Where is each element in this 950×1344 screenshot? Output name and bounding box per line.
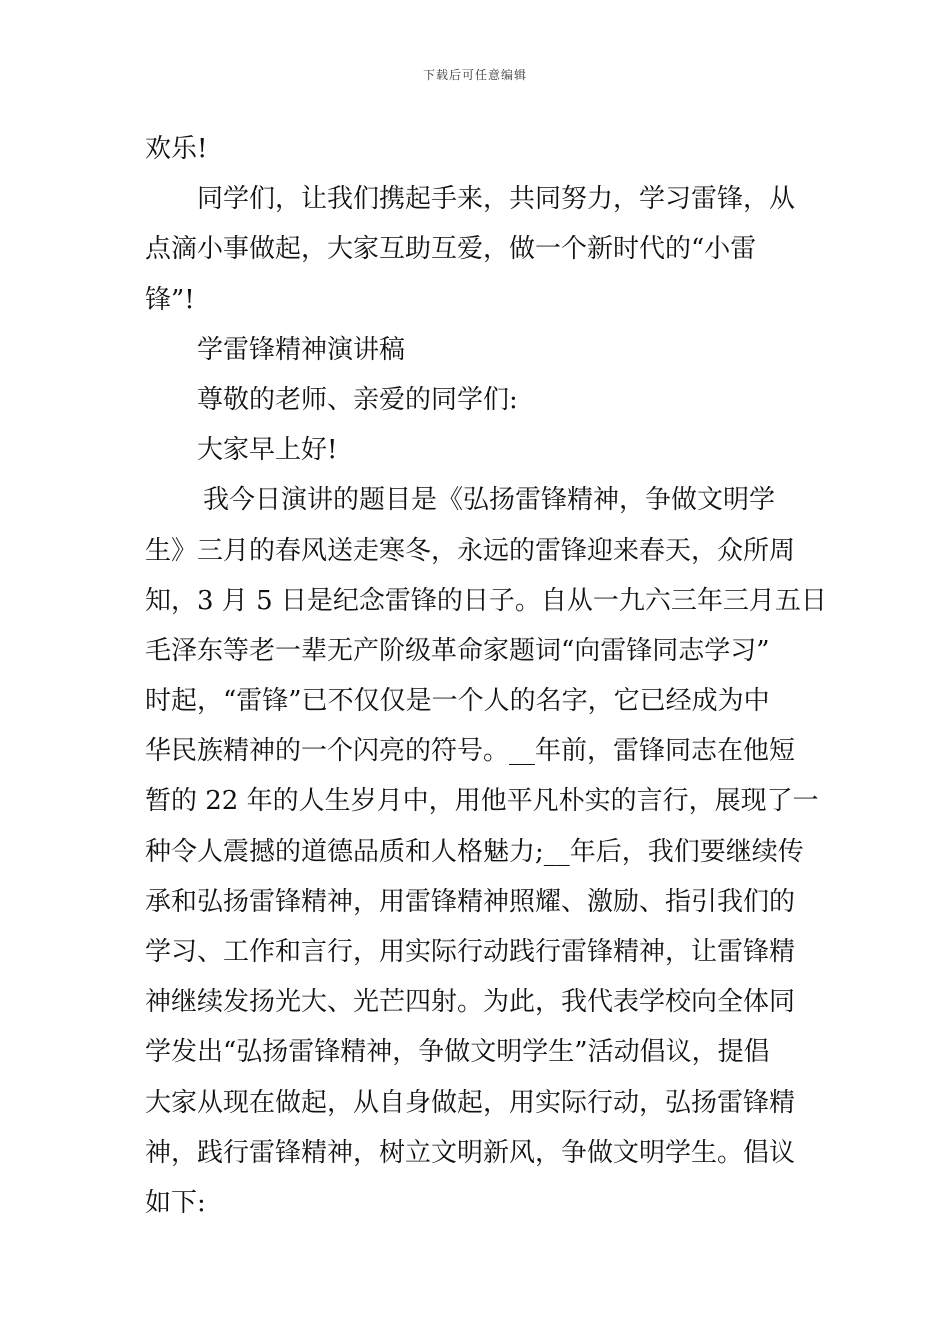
text-line: 点滴小事做起，大家互助互爱，做一个新时代的“小雷 <box>145 234 757 265</box>
paragraph-start-line: 我今日演讲的题目是《弘扬雷锋精神，争做文明学 <box>203 485 776 516</box>
document-body <box>145 124 827 1228</box>
text-line: 学发出“弘扬雷锋精神，争做文明学生”活动倡议，提倡 <box>145 1037 770 1068</box>
text-line: 大家从现在做起，从自身做起，用实际行动，弘扬雷锋精 <box>145 1087 796 1118</box>
salutation: 尊敬的老师、亲爱的同学们: <box>197 384 518 415</box>
speech-title: 学雷锋精神演讲稿 <box>197 334 406 365</box>
text-line: 毛泽东等老一辈无产阶级革命家题词“向雷锋同志学习” <box>145 635 770 666</box>
text-line: 生》三月的春风送走寒冬，永远的雷锋迎来春天，众所周 <box>145 535 796 566</box>
greeting: 大家早上好! <box>197 435 338 466</box>
text-line: 时起，“雷锋”已不仅仅是一个人的名字，它已经成为中 <box>145 686 770 717</box>
text-line: 神，践行雷锋精神，树立文明新风，争做文明学生。倡议 <box>145 1137 796 1168</box>
text-line: 承和弘扬雷锋精神，用雷锋精神照耀、激励、指引我们的 <box>145 886 796 917</box>
text-line: 学习、工作和言行，用实际行动践行雷锋精神，让雷锋精 <box>145 937 796 967</box>
paragraph-start-line: 同学们，让我们携起手来，共同努力，学习雷锋，从 <box>197 184 796 215</box>
text-line: 种令人震撼的道德品质和人格魅力;__年后，我们要继续传 <box>145 836 804 867</box>
text-line: 欢乐! <box>145 134 208 164</box>
header-note: 下载后可任意编辑 <box>422 68 527 82</box>
text-line: 如下: <box>145 1187 206 1218</box>
text-line: 神继续发扬光大、光芒四射。为此，我代表学校向全体同 <box>145 987 796 1018</box>
text-line: 华民族精神的一个闪亮的符号。__年前，雷锋同志在他短 <box>145 736 796 767</box>
text-line: 锋”! <box>145 284 195 315</box>
text-line: 暂的 22 年的人生岁月中，用他平凡朴实的言行，展现了一 <box>145 786 819 817</box>
text-line: 知，3 月 5 日是纪念雷锋的日子。自从一九六三年三月五日 <box>145 585 827 616</box>
